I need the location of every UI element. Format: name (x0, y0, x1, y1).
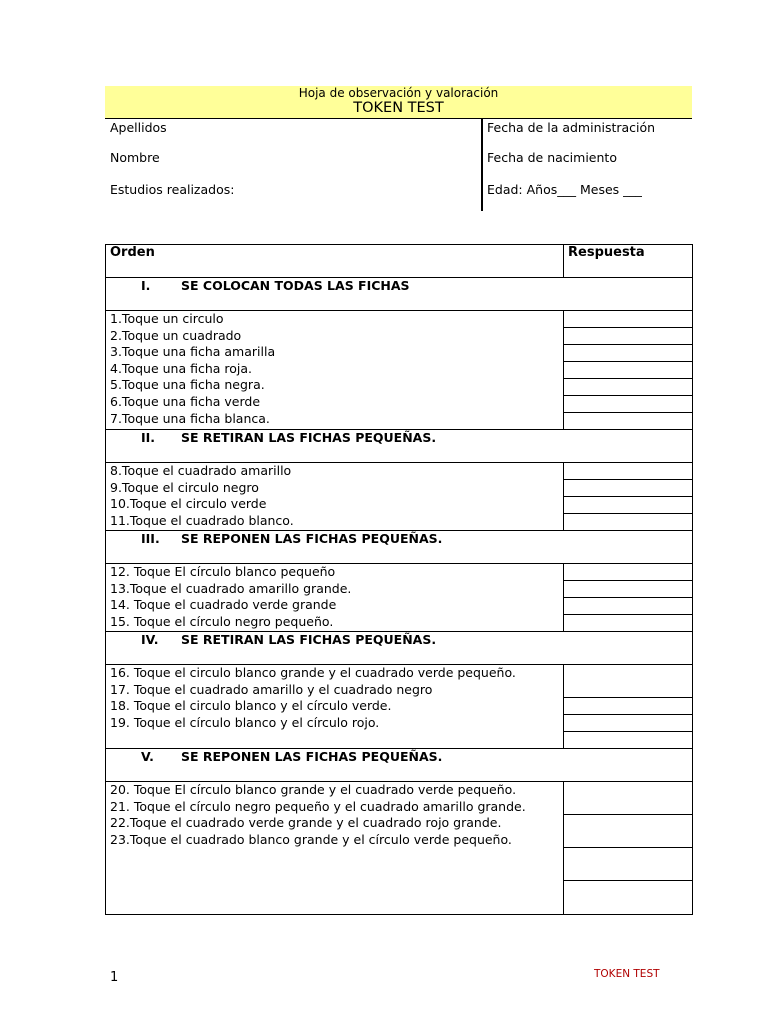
section-title: SE RETIRAN LAS FICHAS PEQUEÑAS. (181, 430, 437, 445)
page-number: 1 (110, 970, 119, 985)
response-box[interactable] (564, 311, 692, 328)
section-number: V. (141, 749, 154, 764)
response-box[interactable] (564, 665, 692, 698)
response-box[interactable] (564, 598, 692, 615)
response-box[interactable] (564, 379, 692, 396)
list-item: 16. Toque el circulo blanco grande y el cuadrado verde pequeño. (110, 665, 516, 680)
list-item: 21. Toque el círculo negro pequeño y el cuadrado amarillo grande. (110, 798, 526, 814)
info-divider (481, 119, 483, 211)
info-studies-label: Estudios realizados: (110, 182, 235, 197)
section-items (106, 782, 564, 915)
response-box[interactable] (564, 396, 692, 413)
response-box[interactable] (564, 328, 692, 345)
response-box[interactable] (564, 514, 692, 530)
footer-title: TOKEN TEST (594, 968, 660, 980)
response-column (564, 463, 693, 531)
info-name-label: Nombre (110, 150, 160, 165)
response-column (564, 665, 693, 749)
list-item: 5.Toque una ficha negra. (110, 377, 265, 393)
section-header (106, 749, 693, 782)
response-box[interactable] (564, 362, 692, 379)
response-box[interactable] (564, 463, 692, 480)
response-box[interactable] (564, 881, 692, 914)
section-header (106, 531, 693, 564)
response-box[interactable] (564, 732, 692, 748)
section-title: SE RETIRAN LAS FICHAS PEQUEÑAS. (181, 632, 437, 647)
list-item: 6.Toque una ficha verde (110, 393, 261, 409)
list-item: 9.Toque el circulo negro (110, 479, 259, 495)
section-items (106, 665, 564, 749)
response-box[interactable] (564, 782, 692, 815)
list-item: 3.Toque una ficha amarilla (110, 344, 276, 360)
response-column (564, 782, 693, 915)
section-header (106, 632, 693, 665)
response-box[interactable] (564, 581, 692, 598)
header-subtitle: Hoja de observación y valoración (298, 86, 499, 100)
column-header-order: Orden (106, 245, 564, 278)
info-surname-label: Apellidos (110, 120, 167, 135)
response-box[interactable] (564, 698, 692, 715)
section-items (106, 463, 564, 531)
list-item: 20. Toque El círculo blanco grande y el cuadrado verde pequeño. (110, 782, 517, 797)
list-item: 13.Toque el cuadrado amarillo grande. (110, 580, 352, 596)
list-item: 23.Toque el cuadrado blanco grande y el círculo verde pequeño. (110, 831, 512, 847)
list-item: 14. Toque el cuadrado verde grande (110, 597, 337, 613)
info-birth-date-label: Fecha de nacimiento (487, 150, 617, 165)
list-item: 10.Toque el circulo verde (110, 496, 267, 512)
response-box[interactable] (564, 413, 692, 429)
response-column (564, 311, 693, 430)
info-admin-date-label: Fecha de la administración (487, 120, 656, 135)
section-header (106, 430, 693, 463)
list-item: 12. Toque El círculo blanco pequeño (110, 564, 336, 579)
list-item: 15. Toque el círculo negro pequeño. (110, 613, 334, 629)
response-box[interactable] (564, 715, 692, 732)
response-box[interactable] (564, 815, 692, 848)
list-item: 2.Toque un cuadrado (110, 327, 242, 343)
info-age-label: Edad: Años___ Meses ___ (487, 182, 642, 197)
section-number: III. (141, 531, 160, 546)
list-item: 7.Toque una ficha blanca. (110, 410, 270, 426)
section-title: SE REPONEN LAS FICHAS PEQUEÑAS. (181, 531, 443, 546)
section-number: I. (141, 278, 151, 293)
section-title: SE COLOCAN TODAS LAS FICHAS (181, 278, 410, 293)
list-item: 4.Toque una ficha roja. (110, 360, 253, 376)
response-column (564, 564, 693, 632)
header-title: TOKEN TEST (353, 100, 444, 116)
list-item: 19. Toque el círculo blanco y el círculo rojo. (110, 714, 380, 730)
section-items (106, 564, 564, 632)
section-items (106, 311, 564, 430)
section-number: II. (141, 430, 156, 445)
column-header-response: Respuesta (564, 245, 693, 278)
list-item: 8.Toque el cuadrado amarillo (110, 463, 292, 478)
header-band (105, 86, 692, 119)
response-box[interactable] (564, 564, 692, 581)
response-box[interactable] (564, 615, 692, 631)
list-item: 18. Toque el circulo blanco y el círculo verde. (110, 698, 392, 714)
section-header (106, 278, 693, 311)
response-box[interactable] (564, 848, 692, 881)
list-item: 17. Toque el cuadrado amarillo y el cuadrado negro (110, 681, 433, 697)
section-title: SE REPONEN LAS FICHAS PEQUEÑAS. (181, 749, 443, 764)
section-number: IV. (141, 632, 159, 647)
list-item: 1.Toque un circulo (110, 311, 224, 326)
list-item: 11.Toque el cuadrado blanco. (110, 512, 294, 528)
response-box[interactable] (564, 480, 692, 497)
list-item: 22.Toque el cuadrado verde grande y el cuadrado rojo grande. (110, 815, 502, 831)
response-box[interactable] (564, 497, 692, 514)
token-test-table (105, 244, 693, 915)
response-box[interactable] (564, 345, 692, 362)
